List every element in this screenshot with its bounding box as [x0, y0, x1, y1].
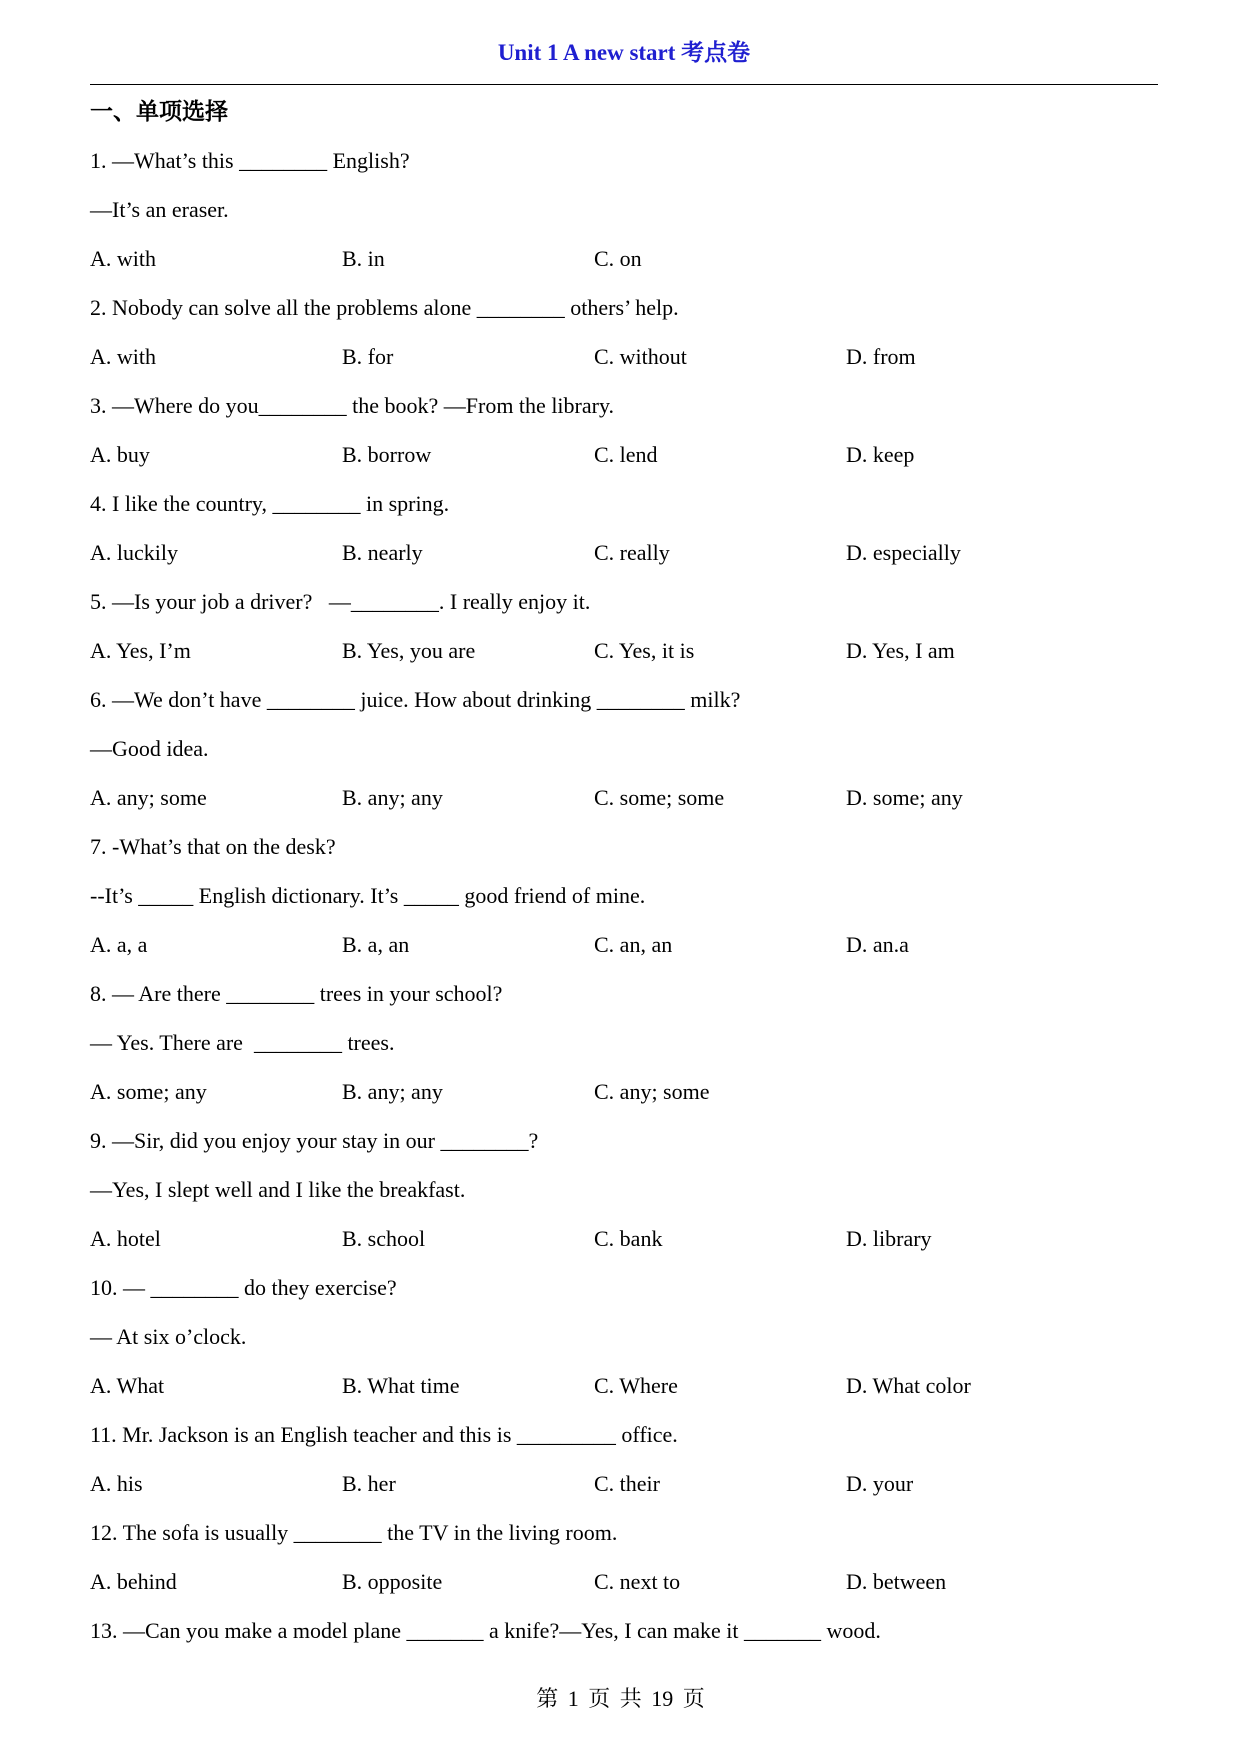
- header-divider: [90, 84, 1158, 85]
- answer-option-c: C. Yes, it is: [594, 638, 695, 663]
- answer-option-c: C. some; some: [594, 785, 725, 810]
- answer-option-b: B. borrow: [342, 442, 432, 467]
- answer-option-c: C. on: [594, 246, 642, 271]
- section-title: 一、单项选择: [90, 99, 228, 124]
- answer-option-d: D. from: [846, 344, 916, 369]
- answer-option-a: A. any; some: [90, 785, 207, 810]
- question-dialogue-line: —Yes, I slept well and I like the breakfast.: [90, 1177, 466, 1202]
- question-item: [90, 1263, 1158, 1410]
- question-stem: 8. — Are there ________ trees in your school?: [90, 981, 503, 1006]
- answer-option-a: A. with: [90, 246, 156, 271]
- answer-option-c: C. lend: [594, 442, 658, 467]
- answer-option-d: D. library: [846, 1226, 932, 1251]
- answer-option-a: A. buy: [90, 442, 150, 467]
- question-item: [90, 1606, 1158, 1655]
- question-item: [90, 969, 1158, 1116]
- question-stem: 1. —What’s this ________ English?: [90, 148, 410, 173]
- question-item: [90, 381, 1158, 479]
- footer-word-ye: 页: [588, 1686, 611, 1711]
- answer-option-a: A. What: [90, 1373, 165, 1398]
- answer-options: [90, 920, 1158, 969]
- question-stem: 5. —Is your job a driver? —________. I really enjoy it.: [90, 589, 591, 614]
- answer-option-a: A. behind: [90, 1569, 177, 1594]
- answer-option-d: D. especially: [846, 540, 961, 565]
- answer-options: [90, 1214, 1158, 1263]
- question-stem: 10. — ________ do they exercise?: [90, 1275, 397, 1300]
- answer-option-b: B. any; any: [342, 785, 443, 810]
- answer-options: [90, 430, 1158, 479]
- question-item: [90, 577, 1158, 675]
- answer-option-b: B. her: [342, 1471, 396, 1496]
- answer-option-d: D. some; any: [846, 785, 963, 810]
- question-stem: 7. -What’s that on the desk?: [90, 834, 336, 859]
- question-stem: 2. Nobody can solve all the problems alone ________ others’ help.: [90, 295, 679, 320]
- answer-options: [90, 332, 1158, 381]
- answer-option-b: B. school: [342, 1226, 426, 1251]
- answer-option-c: C. without: [594, 344, 687, 369]
- answer-option-a: A. Yes, I’m: [90, 638, 191, 663]
- page-header-title: Unit 1 A new start 考点卷: [497, 40, 751, 65]
- question-item: [90, 1410, 1158, 1508]
- answer-options: [90, 773, 1158, 822]
- answer-option-c: C. Where: [594, 1373, 678, 1398]
- question-dialogue-line: — At six o’clock.: [90, 1324, 247, 1349]
- answer-option-a: A. his: [90, 1471, 143, 1496]
- answer-option-a: A. some; any: [90, 1079, 207, 1104]
- question-item: [90, 283, 1158, 381]
- question-item: [90, 479, 1158, 577]
- answer-option-c: C. an, an: [594, 932, 673, 957]
- answer-option-a: A. luckily: [90, 540, 178, 565]
- question-dialogue-line: — Yes. There are ________ trees.: [90, 1030, 395, 1055]
- question-dialogue-line: --It’s _____ English dictionary. It’s _____ good friend of mine.: [90, 883, 646, 908]
- answer-option-d: D. between: [846, 1569, 947, 1594]
- question-item: [90, 1508, 1158, 1606]
- answer-option-b: B. What time: [342, 1373, 460, 1398]
- question-stem: 9. —Sir, did you enjoy your stay in our ________?: [90, 1128, 539, 1153]
- question-item: [90, 1116, 1158, 1263]
- answer-option-d: D. Yes, I am: [846, 638, 955, 663]
- answer-options: [90, 1557, 1158, 1606]
- answer-option-a: A. with: [90, 344, 156, 369]
- question-stem: 13. —Can you make a model plane _______ a knife?—Yes, I can make it _______ wood.: [90, 1618, 881, 1643]
- answer-option-c: C. bank: [594, 1226, 663, 1251]
- answer-option-a: A. a, a: [90, 932, 148, 957]
- answer-option-c: C. really: [594, 540, 670, 565]
- question-stem: 3. —Where do you________ the book? —From the library.: [90, 393, 615, 418]
- answer-option-d: D. your: [846, 1471, 914, 1496]
- footer-total-pages: 19: [651, 1686, 674, 1711]
- question-stem: 11. Mr. Jackson is an English teacher and this is _________ office.: [90, 1422, 678, 1447]
- question-item: [90, 822, 1158, 969]
- answer-option-d: D. an.a: [846, 932, 909, 957]
- question-dialogue-line: —It’s an eraser.: [90, 197, 229, 222]
- answer-options: [90, 1067, 1158, 1116]
- question-list: [90, 136, 1158, 1655]
- answer-option-b: B. opposite: [342, 1569, 443, 1594]
- answer-options: [90, 528, 1158, 577]
- answer-option-b: B. for: [342, 344, 394, 369]
- answer-option-c: C. any; some: [594, 1079, 710, 1104]
- answer-option-b: B. nearly: [342, 540, 423, 565]
- answer-option-a: A. hotel: [90, 1226, 161, 1251]
- footer-word-ye-2: 页: [682, 1686, 705, 1711]
- answer-option-b: B. in: [342, 246, 385, 271]
- answer-options: [90, 626, 1158, 675]
- answer-option-b: B. Yes, you are: [342, 638, 476, 663]
- answer-option-d: D. keep: [846, 442, 915, 467]
- footer-word-di: 第: [536, 1686, 559, 1711]
- question-item: [90, 675, 1158, 822]
- answer-options: [90, 234, 1158, 283]
- question-dialogue-line: —Good idea.: [90, 736, 209, 761]
- answer-options: [90, 1459, 1158, 1508]
- question-stem: 6. —We don’t have ________ juice. How about drinking ________ milk?: [90, 687, 741, 712]
- question-stem: 4. I like the country, ________ in spring.: [90, 491, 450, 516]
- page-footer: [0, 1684, 1241, 1714]
- footer-word-gong: 共: [619, 1686, 642, 1711]
- exam-content: [90, 92, 1158, 1655]
- answer-option-d: D. What color: [846, 1373, 971, 1398]
- question-item: [90, 136, 1158, 283]
- answer-option-c: C. their: [594, 1471, 660, 1496]
- answer-option-b: B. any; any: [342, 1079, 443, 1104]
- answer-options: [90, 1361, 1158, 1410]
- answer-option-c: C. next to: [594, 1569, 681, 1594]
- question-stem: 12. The sofa is usually ________ the TV in the living room.: [90, 1520, 618, 1545]
- footer-page-number: 1: [567, 1686, 579, 1711]
- answer-option-b: B. a, an: [342, 932, 410, 957]
